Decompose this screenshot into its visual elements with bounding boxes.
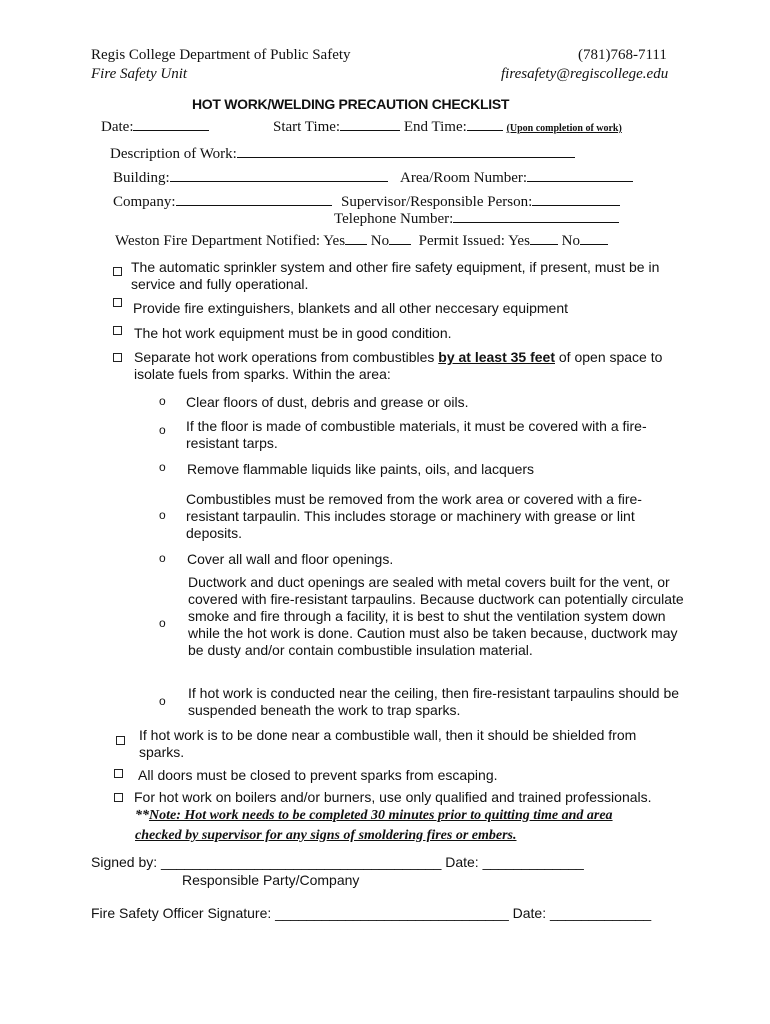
telephone-row: [334, 210, 619, 228]
note-prefix: **: [135, 808, 149, 823]
sub-combustible-floor: If the floor is made of combustible materials, it must be covered with a fire-resistant tarps.: [186, 418, 647, 451]
end-time-note: (Upon completion of work): [506, 123, 622, 134]
description-label: Description of Work:: [110, 146, 237, 162]
sub-wall-openings: Cover all wall and floor openings.: [187, 551, 394, 567]
area-row: [400, 169, 633, 187]
item-separate-text-1: Separate hot work operations from combustibles: [134, 349, 439, 365]
bullet-circle: o: [159, 616, 166, 630]
notified-yes-label: Yes: [323, 233, 346, 249]
hot-work-note: [135, 806, 655, 846]
item-separate: [134, 349, 674, 383]
notified-row: [115, 232, 608, 250]
signed-by-line[interactable]: Signed by: ____________________________________ Date: _____________: [91, 854, 584, 870]
end-time-field[interactable]: [467, 118, 503, 131]
end-time-label: End Time:: [403, 119, 467, 135]
description-row: [110, 145, 575, 163]
note-text: Note: Hot work needs to be completed 30 minutes prior to quitting time and area checked by supervisor for any signs of smoldering fires or embers.: [135, 808, 613, 843]
telephone-label: Telephone Number:: [334, 211, 454, 227]
date-field[interactable]: [133, 118, 209, 131]
company-label: Company:: [113, 194, 176, 210]
responsible-party-label: Responsible Party/Company: [182, 872, 360, 888]
unit-name: Fire Safety Unit: [91, 66, 188, 82]
sub-clear-floors: Clear floors of dust, debris and grease or oils.: [186, 394, 469, 410]
time-row: [273, 118, 622, 136]
bullet-circle: o: [159, 508, 166, 522]
item-separate-distance: by at least 35 feet: [438, 349, 555, 365]
sub-combustibles: Combustibles must be removed from the work area or covered with a fire-resistant tarpaulin. This includes storage or machinery with grease or lint deposits.: [186, 491, 642, 541]
bullet-circle: o: [159, 423, 166, 437]
item-combustible-wall: If hot work is to be done near a combustible wall, then it should be shielded from sparks.: [139, 727, 637, 760]
date-label: Date:: [101, 119, 134, 135]
checkbox-equipment[interactable]: [113, 326, 122, 335]
date-row: [101, 118, 209, 136]
supervisor-row: [341, 193, 620, 211]
officer-signature-line[interactable]: Fire Safety Officer Signature: ______________________________ Date: _____________: [91, 905, 652, 921]
company-row: [113, 193, 332, 211]
fire-dept-notified-label: Weston Fire Department Notified:: [115, 233, 320, 249]
permit-yes-label: Yes: [508, 233, 530, 249]
building-label: Building:: [113, 170, 170, 186]
checkbox-wall[interactable]: [116, 736, 125, 745]
permit-yes-field[interactable]: [530, 232, 558, 245]
item-boilers: For hot work on boilers and/or burners, use only qualified and trained professionals.: [134, 789, 652, 805]
checkbox-doors[interactable]: [114, 769, 123, 778]
supervisor-label: Supervisor/Responsible Person:: [341, 194, 533, 210]
permit-issued-label: Permit Issued:: [418, 233, 505, 249]
item-extinguishers: Provide fire extinguishers, blankets and all other neccesary equipment: [133, 300, 569, 316]
item-doors: All doors must be closed to prevent sparks from escaping.: [138, 767, 498, 783]
sub-flammable-liquids: Remove flammable liquids like paints, oils, and lacquers: [187, 461, 535, 477]
company-field[interactable]: [176, 193, 332, 206]
notified-yes-field[interactable]: [345, 232, 367, 245]
area-field[interactable]: [527, 169, 633, 182]
notified-no-label: No: [370, 233, 390, 249]
item-separate-text-2: of open space to isolate fuels from sparks. Within the area:: [134, 349, 663, 382]
building-field[interactable]: [170, 169, 388, 182]
org-name: Regis College Department of Public Safety: [91, 47, 351, 63]
phone-number: (781)768-7111: [578, 47, 667, 63]
item-sprinkler: The automatic sprinkler system and other fire safety equipment, if present, must be in service and fully operational.: [131, 259, 660, 292]
bullet-circle: o: [159, 460, 166, 474]
telephone-field[interactable]: [453, 210, 619, 223]
area-label: Area/Room Number:: [400, 170, 528, 186]
start-time-label: Start Time:: [273, 119, 341, 135]
checkbox-separate[interactable]: [113, 353, 122, 362]
email-address: firesafety@regiscollege.edu: [501, 66, 669, 82]
bullet-circle: o: [159, 551, 166, 565]
description-field[interactable]: [237, 145, 575, 158]
start-time-field[interactable]: [340, 118, 400, 131]
supervisor-field[interactable]: [532, 193, 620, 206]
permit-no-label: No: [561, 233, 580, 249]
building-row: [113, 169, 388, 187]
sub-ductwork: Ductwork and duct openings are sealed with metal covers built for the vent, or covered with fire-resistant tarpaulins. Because ductwork can potentially circulate smoke and fire through a facility, it is best to shut the ventilation system down while the hot work is done. Caution must also be taken because, ductwork may be dusty and/or contain combustible insulation material.: [188, 574, 684, 658]
checkbox-extinguishers[interactable]: [113, 298, 122, 307]
bullet-circle: o: [159, 394, 166, 408]
item-equipment: The hot work equipment must be in good condition.: [134, 325, 452, 341]
notified-no-field[interactable]: [389, 232, 411, 245]
checkbox-boilers[interactable]: [114, 793, 123, 802]
permit-no-field[interactable]: [580, 232, 608, 245]
page-title: HOT WORK/WELDING PRECAUTION CHECKLIST: [192, 96, 510, 112]
sub-ceiling: If hot work is conducted near the ceiling, then fire-resistant tarpaulins should be suspended beneath the work to trap sparks.: [188, 685, 680, 718]
checkbox-sprinkler[interactable]: [113, 267, 122, 276]
bullet-circle: o: [159, 694, 166, 708]
